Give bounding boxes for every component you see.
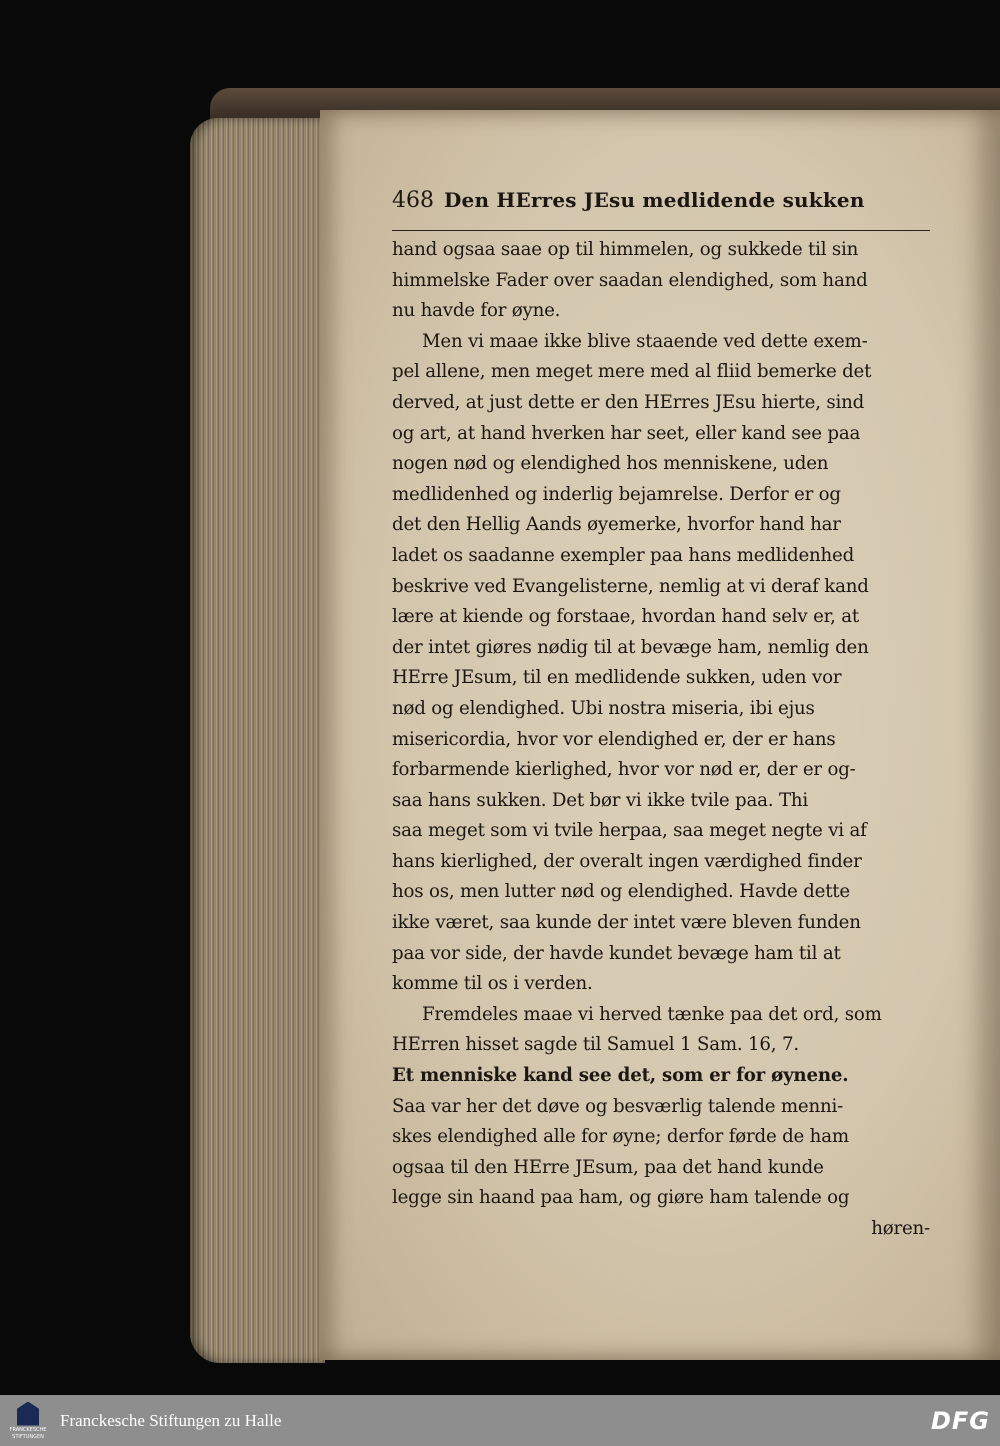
text-line: nu havde for øyne.	[392, 300, 561, 322]
running-title: Den HErres JEsu medlidende sukken	[444, 188, 865, 212]
text-lines	[392, 235, 930, 1245]
text-line: hans kierlighed, der overalt ingen værdighed finder	[392, 850, 862, 872]
text-line: ikke været, saa kunde der intet være bleven funden	[392, 912, 861, 934]
text-line: og art, at hand hverken har seet, eller kand see paa	[392, 422, 861, 444]
running-head	[392, 188, 930, 231]
text-line: HErre JEsum, til en medlidende sukken, uden vor	[392, 667, 842, 689]
text-line: høren-	[871, 1218, 930, 1239]
text-line: Men vi maae ikke blive staaende ved dette exem-	[422, 330, 868, 352]
text-line: Saa var her det døve og besværlig talende menni-	[392, 1095, 844, 1117]
text-line: pel allene, men meget mere med al fliid bemerke det	[392, 361, 872, 383]
logo-caption-1: FRANCKESCHE	[9, 1426, 47, 1433]
text-line: ladet os saadanne exempler paa hans medlidenhed	[392, 544, 855, 566]
dfg-logo[interactable]: DFG	[930, 1406, 990, 1435]
book	[190, 88, 1000, 1370]
text-line: saa hans sukken. Det bør vi ikke tvile paa. Thi	[392, 789, 809, 811]
text-line: nød og elendighed. Ubi nostra miseria, ibi ejus	[392, 697, 815, 719]
page-number: 468	[392, 188, 434, 213]
text-line: ogsaa til den HErre JEsum, paa det hand kunde	[392, 1156, 824, 1178]
text-line: forbarmende kierlighed, hvor vor nød er, der er og-	[392, 759, 856, 781]
text-line: beskrive ved Evangelisterne, nemlig at vi deraf kand	[392, 575, 869, 597]
text-line: hos os, men lutter nød og elendighed. Havde dette	[392, 881, 850, 903]
text-line: medlidenhed og inderlig bejamrelse. Derfor er og	[392, 483, 841, 505]
book-page	[320, 110, 1000, 1360]
text-line: derved, at just dette er den HErres JEsu hierte, sind	[392, 391, 865, 413]
text-line: himmelske Fader over saadan elendighed, som hand	[392, 269, 868, 291]
institution-name[interactable]: Franckesche Stiftungen zu Halle	[60, 1410, 282, 1430]
footer-bar	[0, 1395, 1000, 1446]
page-text-block	[392, 188, 930, 1245]
text-line: nogen nød og elendighed hos menniskene, uden	[392, 453, 829, 475]
text-line: Et menniske kand see det, som er for øynene.	[392, 1065, 849, 1087]
text-line: hand ogsaa saae op til himmelen, og sukkede til sin	[392, 239, 859, 260]
institution-logo-icon	[17, 1402, 39, 1426]
text-line: Fremdeles maae vi herved tænke paa det ord, som	[422, 1003, 882, 1025]
text-line: der intet giøres nødig til at bevæge ham, nemlig den	[392, 636, 869, 658]
text-line: skes elendighed alle for øyne; derfor førde de ham	[392, 1126, 849, 1148]
book-fore-edge	[190, 118, 325, 1363]
text-line: paa vor side, der havde kundet bevæge ham til at	[392, 942, 841, 964]
text-line: misericordia, hvor vor elendighed er, der er hans	[392, 728, 836, 750]
text-line: saa meget som vi tvile herpaa, saa meget negte vi af	[392, 820, 867, 842]
logo-caption-2: STIFTUNGEN	[12, 1433, 44, 1440]
text-line: HErren hisset sagde til Samuel 1 Sam. 16, 7.	[392, 1034, 799, 1056]
text-line: legge sin haand paa ham, og giøre ham talende og	[392, 1187, 850, 1209]
text-line: det den Hellig Aands øyemerke, hvorfor hand har	[392, 514, 841, 536]
text-line: komme til os i verden.	[392, 973, 593, 995]
text-line: lære at kiende og forstaae, hvordan hand selv er, at	[392, 606, 860, 628]
franckesche-logo[interactable]	[8, 1398, 48, 1443]
